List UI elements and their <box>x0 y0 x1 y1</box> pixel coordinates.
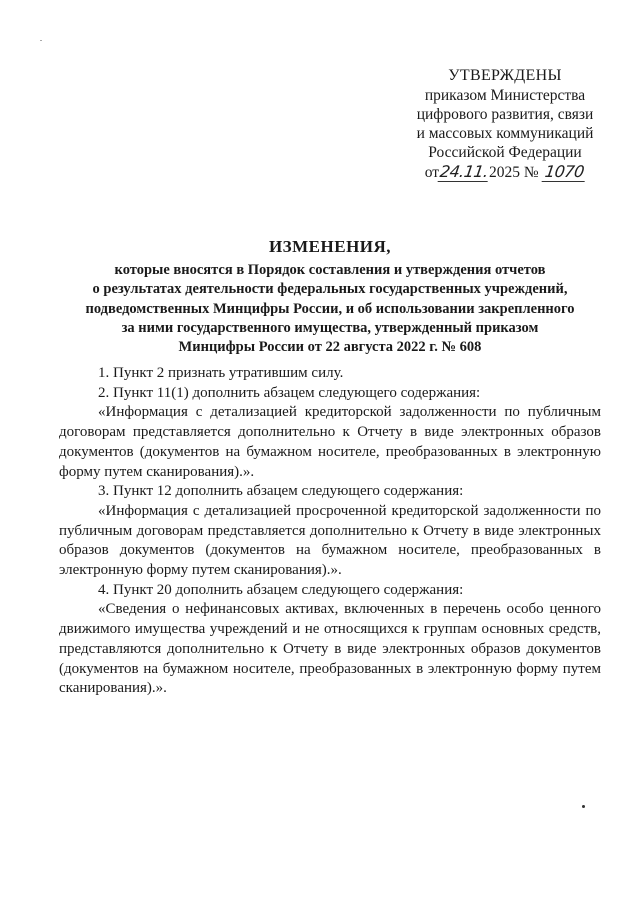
approval-line-2: цифрового развития, связи <box>416 106 594 123</box>
heading-title: ИЗМЕНЕНИЯ, <box>268 237 392 256</box>
heading-subtitle-line-4: за ними государственного имущества, утвержденный приказом <box>121 319 539 336</box>
paragraph-item-2: 2. Пункт 11(1) дополнить абзацем следующего содержания: <box>98 384 481 401</box>
paragraph-quote-2: «Информация с детализацией просроченной кредиторской задолженности по публичным договорам представляется дополнительно к Отчету в виде электронных образов документов (документов на бумажном носителе, преобразованных в электронную форму путем сканирования).». <box>59 502 601 579</box>
approval-block <box>400 66 610 182</box>
handwritten-date: 24.11. <box>438 162 490 181</box>
heading-subtitle-line-2: о результатах деятельности федеральных государственных учреждений, <box>92 281 568 298</box>
approval-date-line <box>400 162 610 182</box>
approval-year: 2025 № <box>488 164 539 181</box>
approval-line-1: приказом Министерства <box>424 87 586 104</box>
approval-line-3: и массовых коммуникаций <box>416 125 594 142</box>
heading-subtitle-line-5: Минцифры России от 22 августа 2022 г. № 608 <box>178 339 482 356</box>
approval-line-4: Российской Федерации <box>428 144 582 161</box>
handwritten-number: 1070 <box>541 162 587 182</box>
scan-speck <box>40 40 42 41</box>
document-body <box>59 364 601 699</box>
paragraph-quote-1: «Информация с детализацией кредиторской задолженности по публичным договорам представляется дополнительно к Отчету в виде электронных образов документов (документов на бумажном носителе, преобразованных в электронную форму путем сканирования).». <box>59 404 601 480</box>
date-prefix: от <box>424 164 440 181</box>
approval-title: УТВЕРЖДЕНЫ <box>448 67 562 84</box>
scan-dot <box>582 805 585 808</box>
paragraph-item-4: 4. Пункт 20 дополнить абзацем следующего содержания: <box>98 581 464 598</box>
paragraph-item-1: 1. Пункт 2 признать утратившим силу. <box>98 365 344 381</box>
paragraph-quote-3: «Сведения о нефинансовых активах, включенных в перечень особо ценного движимого имущества учреждений и не относящихся к группам основных средств, представляются дополнительно к Отчету в виде электронных образов документов (документов на бумажном носителе, преобразованных в электронную форму путем сканирования).». <box>59 601 601 697</box>
heading-subtitle-line-3: подведомственных Минцифры России, и об использовании закрепленного <box>85 300 575 317</box>
heading-subtitle-line-1: которые вносятся в Порядок составления и утверждения отчетов <box>114 262 546 278</box>
paragraph-item-3: 3. Пункт 12 дополнить абзацем следующего содержания: <box>98 483 464 500</box>
document-heading <box>60 236 600 357</box>
